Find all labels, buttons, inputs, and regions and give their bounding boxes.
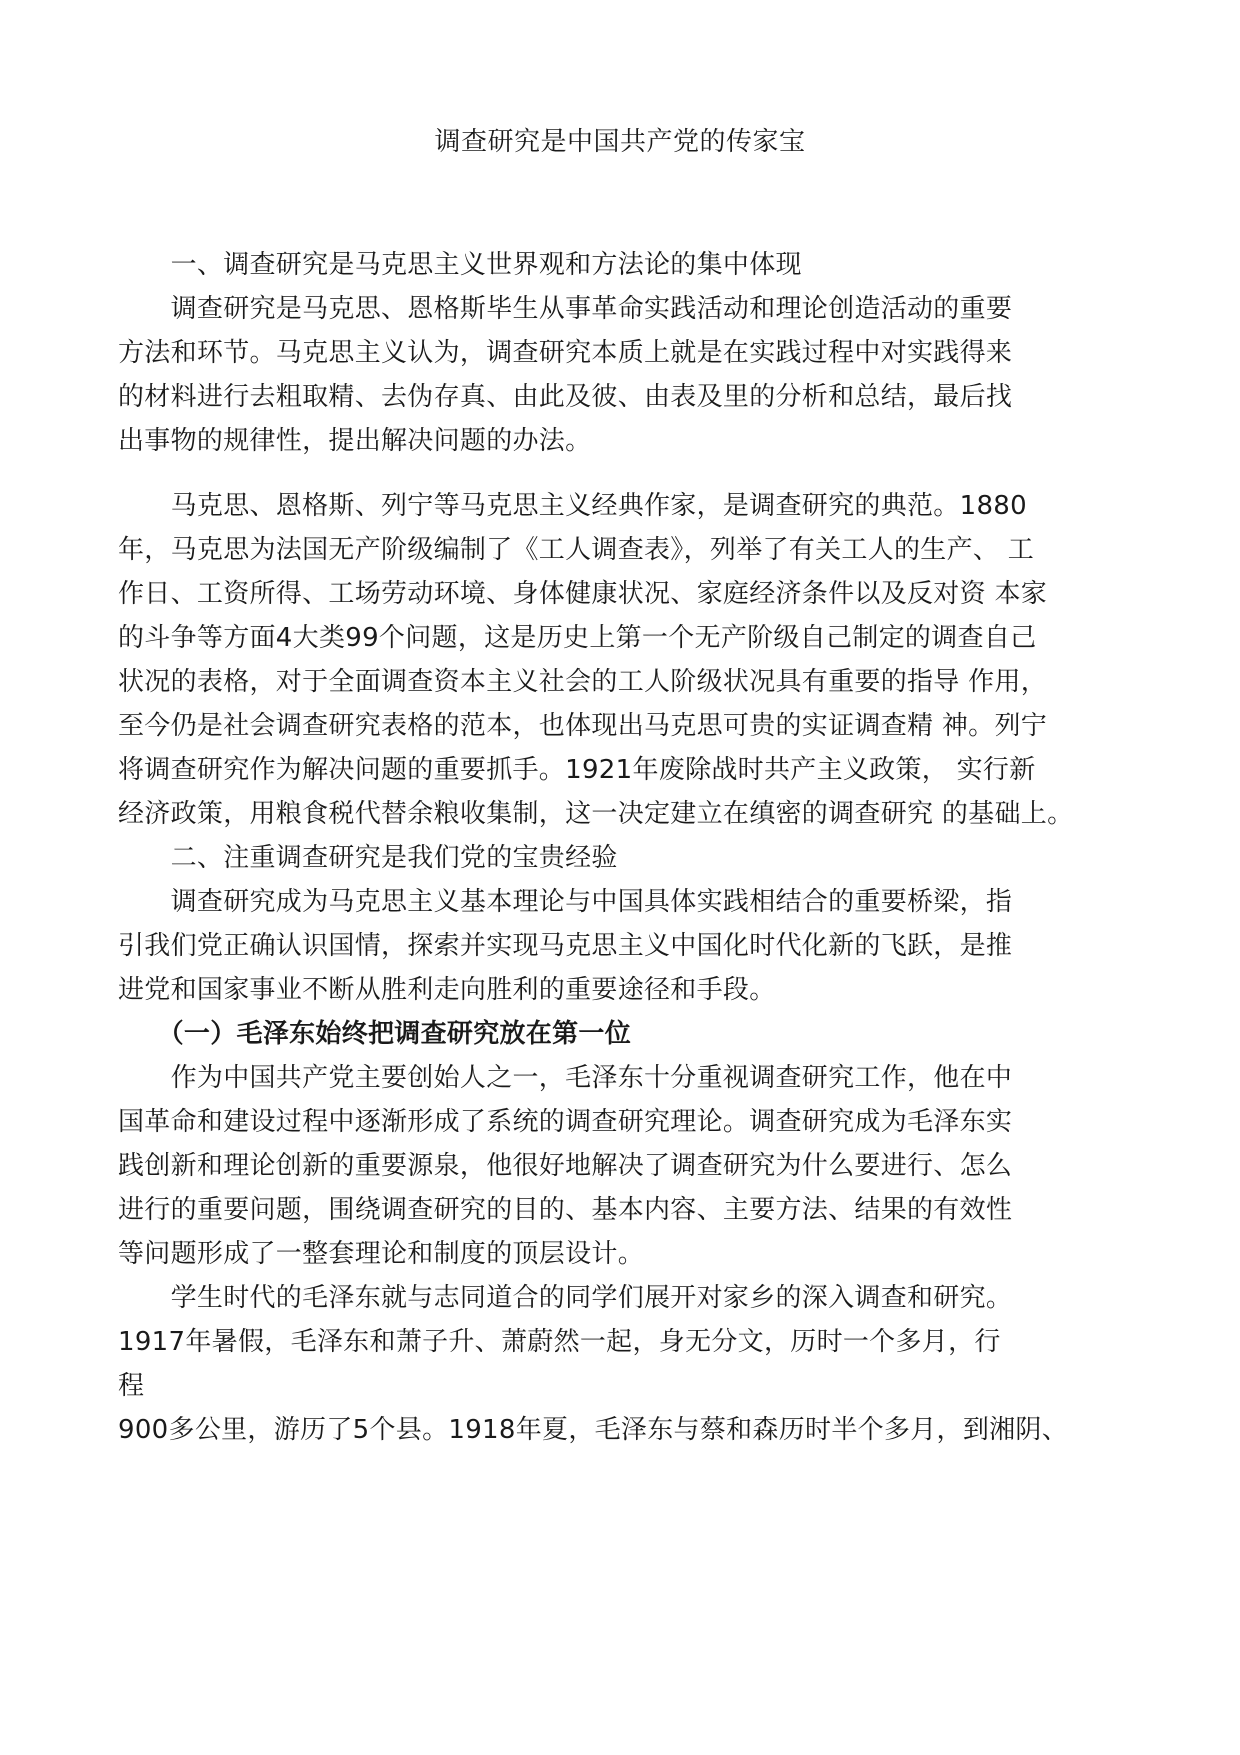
paragraph-line: 学生时代的毛泽东就与志同道合的同学们展开对家乡的深入调查和研究。 — [118, 1283, 1013, 1313]
paragraph-line: 方法和环节。马克思主义认为，调查研究本质上就是在实践过程中对实践得来 — [118, 338, 1013, 368]
paragraph-line: 国革命和建设过程中逐渐形成了系统的调查研究理论。调查研究成为毛泽东实 — [118, 1107, 1013, 1137]
paragraph-line: 程 — [118, 1371, 145, 1401]
paragraph-line: 调查研究成为马克思主义基本理论与中国具体实践相结合的重要桥梁，指 — [118, 887, 1013, 917]
paragraph-line: 践创新和理论创新的重要源泉，他很好地解决了调查研究为什么要进行、怎么 — [118, 1151, 1013, 1181]
section-heading-2: 二、注重调查研究是我们党的宝贵经验 — [118, 843, 618, 873]
paragraph-line: 状况的表格，对于全面调查资本主义社会的工人阶级状况具有重要的指导 作用， — [118, 667, 1048, 697]
paragraph-line: 引我们党正确认识国情，探索并实现马克思主义中国化时代化新的飞跃，是推 — [118, 931, 1013, 961]
paragraph-line: 马克思、恩格斯、列宁等马克思主义经典作家，是调查研究的典范。1880 — [118, 491, 1027, 521]
paragraph-line: 的斗争等方面4大类99个问题，这是历史上第一个无产阶级自己制定的调查自己 — [118, 623, 1037, 653]
paragraph-line: 年，马克思为法国无产阶级编制了《工人调查表》，列举了有关工人的生产、 工 — [118, 535, 1035, 565]
paragraph-line: 调查研究是马克思、恩格斯毕生从事革命实践活动和理论创造活动的重要 — [118, 294, 1013, 324]
subsection-heading: （一）毛泽东始终把调查研究放在第一位 — [118, 1019, 632, 1049]
paragraph-line: 至今仍是社会调查研究表格的范本，也体现出马克思可贵的实证调查精 神。列宁 — [118, 711, 1048, 741]
paragraph-line: 等问题形成了一整套理论和制度的顶层设计。 — [118, 1239, 645, 1269]
paragraph-line: 出事物的规律性，提出解决问题的办法。 — [118, 426, 592, 456]
paragraph-line: 进行的重要问题，围绕调查研究的目的、基本内容、主要方法、结果的有效性 — [118, 1195, 1013, 1225]
paragraph-line: 作日、工资所得、工场劳动环境、身体健康状况、家庭经济条件以及反对资 本家 — [118, 579, 1048, 609]
paragraph-line: 1917年暑假，毛泽东和萧子升、萧蔚然一起，身无分文，历时一个多月，行 — [118, 1327, 1001, 1357]
paragraph-line: 900多公里，游历了5个县。1918年夏，毛泽东与蔡和森历时半个多月，到湘阴、 — [118, 1415, 1069, 1445]
paragraph-line: 作为中国共产党主要创始人之一，毛泽东十分重视调查研究工作，他在中 — [118, 1063, 1013, 1093]
document-title: 调查研究是中国共产党的传家宝 — [434, 127, 806, 157]
section-heading-1: 一、调查研究是马克思主义世界观和方法论的集中体现 — [118, 250, 802, 280]
paragraph-line: 将调查研究作为解决问题的重要抓手。1921年废除战时共产主义政策， 实行新 — [118, 755, 1036, 785]
paragraph-line: 的材料进行去粗取精、去伪存真、由此及彼、由表及里的分析和总结，最后找 — [118, 382, 1013, 412]
paragraph-line: 进党和国家事业不断从胜利走向胜利的重要途径和手段。 — [118, 975, 776, 1005]
paragraph-line: 经济政策，用粮食税代替余粮收集制，这一决定建立在缜密的调查研究 的基础上。 — [118, 799, 1074, 829]
